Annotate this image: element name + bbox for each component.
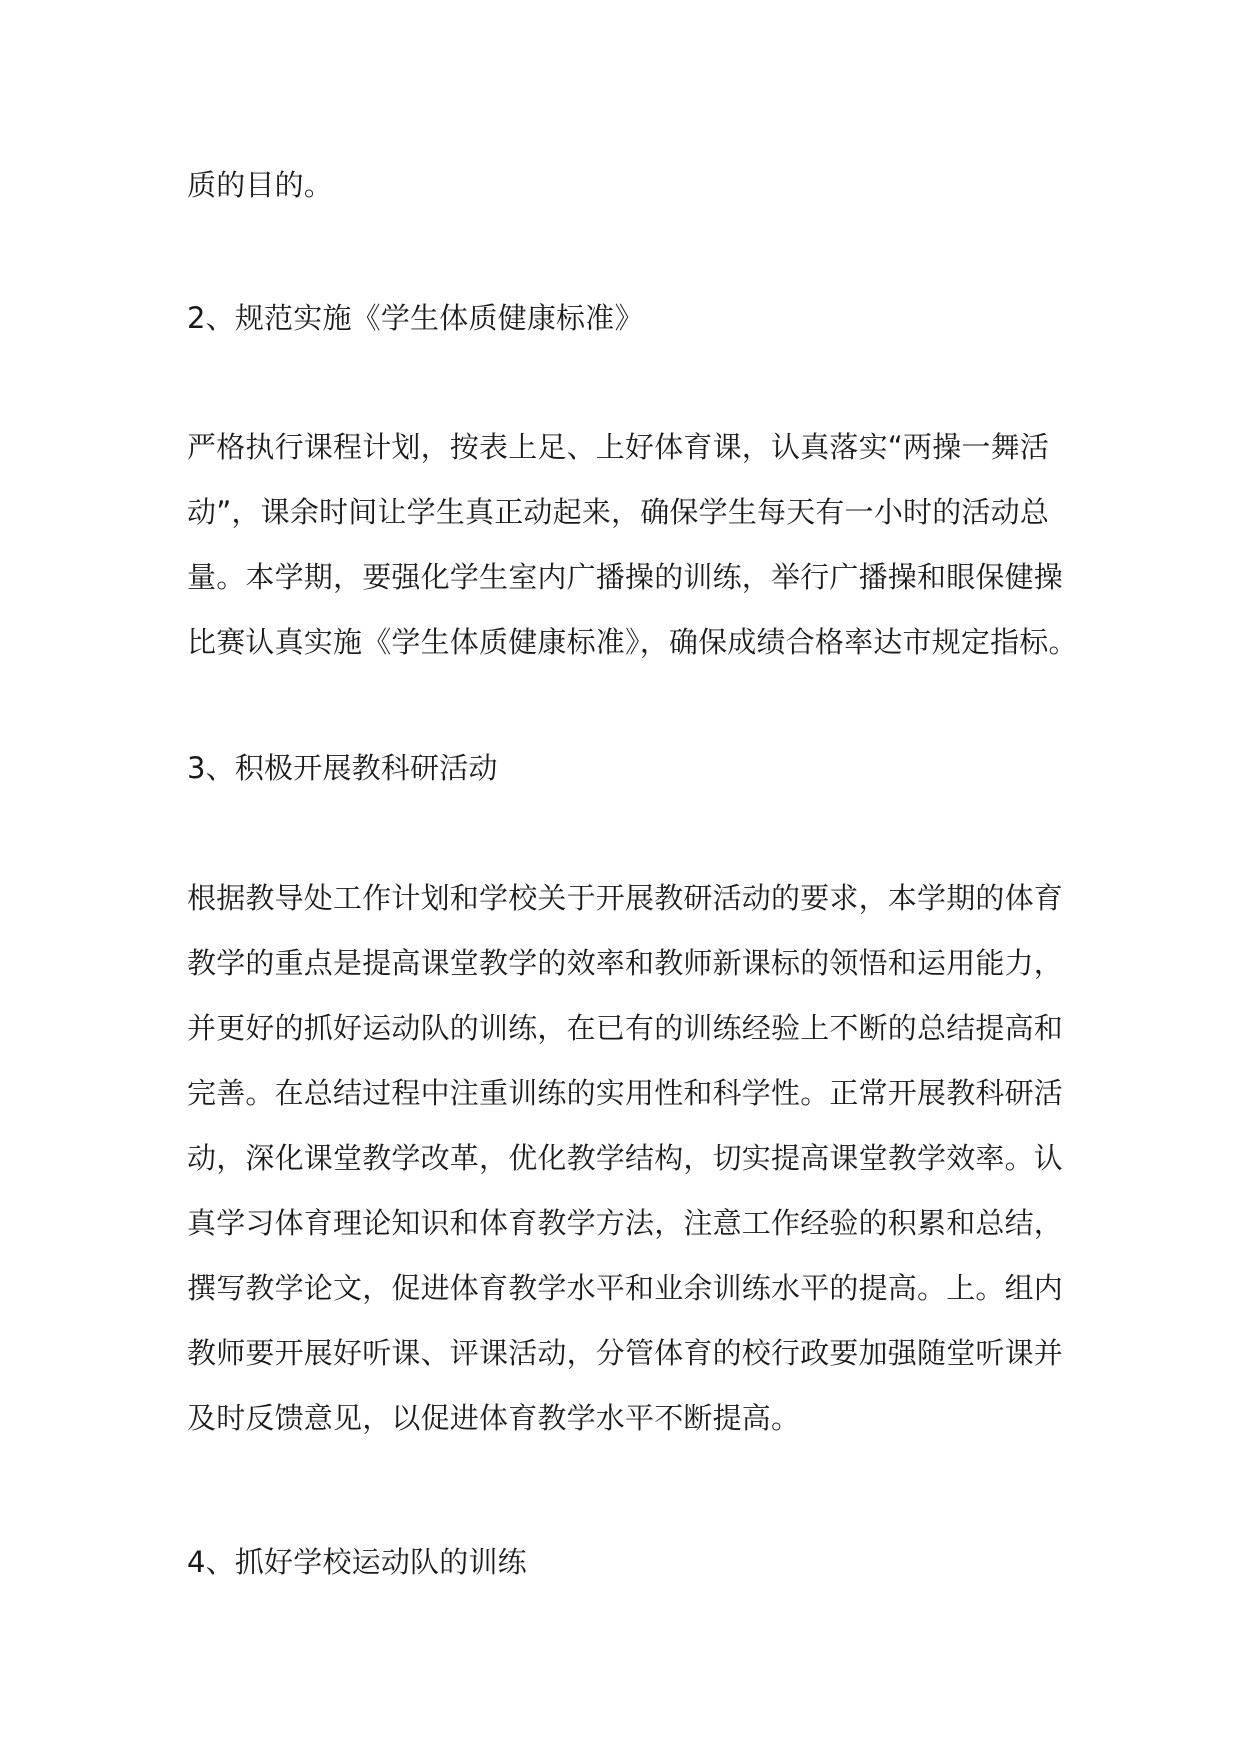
text-line: 教师要开展好听课、评课活动，分管体育的校行政要加强随堂听课并 (187, 1336, 1064, 1370)
text-line: 比赛认真实施《学生体质健康标准》，确保成绩合格率达市规定指标。 (187, 625, 1078, 659)
text-line: 质的目的。 (187, 168, 334, 202)
text-line: 动”，课余时间让学生真正动起来，确保学生每天有一小时的活动总 (187, 495, 1050, 529)
text-line: 严格执行课程计划，按表上足、上好体育课，认真落实“两操一舞活 (187, 430, 1050, 464)
section-4-heading (187, 1530, 1087, 1595)
text-line: 量。本学期，要强化学生室内广播操的训练，举行广播操和眼保健操 (187, 560, 1064, 594)
section-3-paragraph (187, 866, 1087, 1451)
text-line: 完善。在总结过程中注重训练的实用性和科学性。正常开展教科研活 (187, 1076, 1064, 1110)
section-3-heading (187, 736, 1087, 801)
heading-text: 3、积极开展教科研活动 (187, 751, 498, 785)
text-line: 撰写教学论文，促进体育教学水平和业余训练水平的提高。上。组内 (187, 1271, 1064, 1305)
section-2-paragraph (187, 415, 1087, 675)
section-2-heading (187, 286, 1087, 351)
text-line: 并更好的抓好运动队的训练，在已有的训练经验上不断的总结提高和 (187, 1011, 1064, 1045)
text-line: 及时反馈意见，以促进体育教学水平不断提高。 (187, 1401, 801, 1435)
text-line: 根据教导处工作计划和学校关于开展教研活动的要求，本学期的体育 (187, 881, 1064, 915)
text-line: 教学的重点是提高课堂教学的效率和教师新课标的领悟和运用能力， (187, 946, 1064, 980)
text-line: 动，深化课堂教学改革，优化教学结构，切实提高课堂教学效率。认 (187, 1141, 1064, 1175)
heading-text: 2、规范实施《学生体质健康标准》 (187, 301, 644, 335)
text-line: 真学习体育理论知识和体育教学方法，注意工作经验的积累和总结， (187, 1206, 1064, 1240)
paragraph-fragment (187, 153, 1087, 218)
heading-text: 4、抓好学校运动队的训练 (187, 1545, 527, 1579)
